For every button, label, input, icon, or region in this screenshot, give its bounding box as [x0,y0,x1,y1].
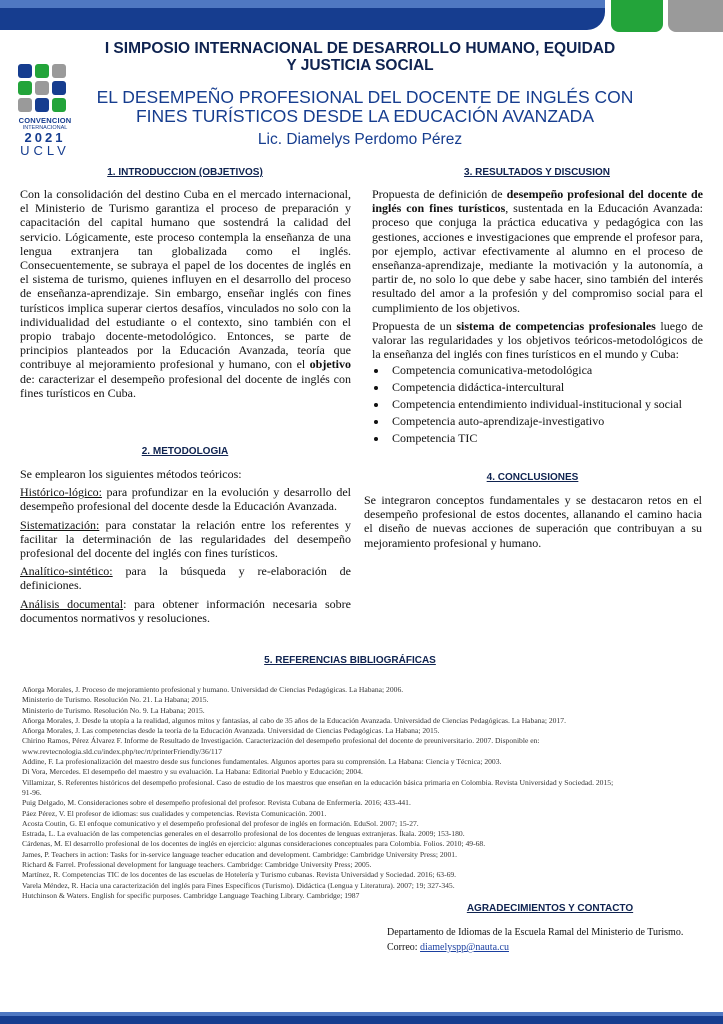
conclusions-body: Se integraron conceptos fundamentales y se destacaron retos en el desempeño profesional de estos docentes, allanando el camino hacia el diseño de nuevas acciones de superación que contribuyan a su mejoramiento profesional y humano. [364,493,702,550]
reference-item: 91-96. [22,787,42,797]
bottom-banner-bar [0,1016,723,1024]
intro-tail: de: caracterizar el desempeño profesional del docente de inglés con fines turísticos en Cuba. [20,371,351,400]
poster-title: EL DESEMPEÑO PROFESIONAL DEL DOCENTE DE INGLÉS CON FINES TURÍSTICOS DESDE LA EDUCACIÓN AVANZADA [96,87,634,126]
logo-square [35,98,49,112]
logo-square [18,81,32,95]
reference-item: Varela Méndez, R. Hacia una caracterización del inglés para Fines Específicos (Turismo). Didáctica (Lengua y Literatura). 2007; 19; 327-345. [22,880,455,890]
logo-line-2: INTERNACIONAL [22,125,68,131]
results-p1-bold: desempeño profesional del docente de inglés con fines turísticos [372,187,703,216]
reference-item: Chirino Ramos, Pérez Álvarez F. Informe de Resultado de Investigación. Caracterización del desempeño profesional del docente de preuniversitario. 2007. Disponible en: [22,736,540,746]
results-p1-b: , sustentada en la Educación Avanzada: proceso que conjuga la práctica educativa y pedagógica con las gestiones, acciones e investigaciones que emprende el profesor para, por ejemplo, activar efectivamente al alumno en el proceso de enseñanza-aprendizaje, mediante la motivación y la autonomía, a partir de, no solo lo que debe y sabe hacer, sino también del interés resultado del amor a la profesión y del compromiso social para el cumplimiento de los objetivos. [372,201,703,315]
reference-item: Martínez, R. Competencias TIC de los docentes de las escuelas de Hotelería y Turismo cubanas. Revista Universidad y Sociedad. 2016; 63-69. [22,870,457,880]
logo-square [52,64,66,78]
method-term: Analítico-sintético: [20,564,113,579]
top-grey-block [668,0,723,32]
results-heading: 3. RESULTADOS Y DISCUSION [464,167,610,178]
intro-heading: 1. INTRODUCCION (OBJETIVOS) [107,167,263,178]
list-item: • Competencia comunicativa-metodológica [388,362,703,379]
list-item: • Competencia auto-aprendizaje-investigativo [388,413,703,430]
logo-square [35,81,49,95]
reference-item: Richard & Farrel. Professional development for language teachers. Cambridge: Cambridge University Press; 2005. [22,860,372,870]
reference-item: www.revtecnologia.sld.cu/index.php/tec/rt/printerFriendly/36/117 [22,746,222,756]
reference-item: Hutchinson & Waters. English for specific purposes. Cambridge Language Teaching Library. Cambridge; 1987 [22,890,360,900]
reference-item: Ministerio de Turismo. Resolución No. 21. La Habana; 2015. [22,695,209,705]
reference-item: Di Vora, Mercedes. El desempeño del maestro y su evaluación. La Habana: Editorial Pueblo y Educación; 2004. [22,767,363,777]
method-item [20,564,351,592]
results-p2-a: Propuesta de un [372,318,457,333]
method-term: Análisis documental [20,596,124,611]
logo-org: UCLV [20,143,70,158]
contact-block [387,925,717,955]
contact-department: Departamento de Idiomas de la Escuela Ramal del Ministerio de Turismo. [387,927,684,938]
reference-item: Ministerio de Turismo. Resolución No. 9. La Habana; 2015. [22,705,205,715]
symposium-title: I SIMPOSIO INTERNACIONAL DE DESARROLLO HUMANO, EQUIDAD Y JUSTICIA SOCIAL [104,40,616,74]
reference-item: Addine, F. La profesionalización del maestro desde sus funciones fundamentales. Algunos aportes para su comprensión. La Habana: Ciencia y Técnica; 2003. [22,757,502,767]
method-term: Histórico-lógico: [20,485,102,500]
intro-body [20,187,351,400]
reference-item: Añorga Morales, J. Proceso de mejoramiento profesional y humano. Universidad de Ciencias Pedagógicas. La Habana; 2006. [22,685,404,694]
reference-item: Cárdenas, M. El desarrollo profesional de los docentes de inglés en ejercicio: algunas consideraciones conceptuales para Colombia. Folios. 2010; 49-68. [22,839,486,849]
author-name: Lic. Diamelys Perdomo Pérez [257,131,463,148]
reference-item: Villamizar, S. Referentes históricos del desempeño profesional. Caso de estudio de los maestros que enseñan en la educación básica primaria en Colombia. Revista Universidad y Sociedad. 2015; [22,777,614,787]
reference-item: Puig Delgado, M. Consideraciones sobre el desempeño profesional del profesor. Revista Cubana de Enfermería. 2016; 433-441. [22,798,411,808]
email-link[interactable]: diamelyspp@nauta.cu [420,942,509,953]
references-heading: 5. REFERENCIAS BIBLIOGRÁFICAS [264,655,436,666]
method-desc: : para obtener información necesaria sobre documentos normativos y resoluciones. [20,596,351,625]
results-body [372,187,703,447]
methodology-heading: 2. METODOLOGIA [141,446,229,457]
reference-item: Acosta Coutin, G. El enfoque comunicativo y el desempeño profesional del profesor de inglés en formación. EduSol. 2007; 15-27. [22,818,419,828]
top-green-block [611,0,663,32]
reference-item: Añorga Morales, J. Las competencias desde la teoría de la Educación Avanzada. Universidad de Ciencias Pedagógicas. La Habana; 2015. [22,726,440,736]
methodology-body [20,467,351,625]
references-list [22,685,712,901]
method-term: Sistematización: [20,517,100,532]
intro-text: Con la consolidación del destino Cuba en el mercado internacional, el Ministerio de Turismo garantiza el proceso de preparación y capacitación del capital humano que sostendrá la calidad del servicio. Lógicamente, este proceso contempla la enseñanza de una lengua extranjera tan globalizada como el inglés. Consecuentemente, se subraya el papel de los docentes de inglés en el sistema de turismo, quienes influyen en el desarrollo del proceso de enseñanza-aprendizaje. Sin embargo, enseñar inglés con fines turísticos implica superar ciertos desafíos, vinculados no solo con la individualidad del estudiante o el contexto, sino también con el propio trabajo docente-metodológico. Entonces, se parte de principios planteados por la Educación Avanzada, teoría que contribuye al mejoramiento profesional y humano, con el [20,187,351,372]
competencies-list [372,362,703,447]
contact-email-line [387,940,717,955]
logo-caption [14,116,76,158]
reference-item: Páez Pérez, V. El profesor de idiomas: sus cualidades y competencias. Revista Comunicación. 2001. [22,808,327,818]
method-desc: para la búsqueda y re-elaboración de definiciones. [20,564,351,593]
logo-square [35,64,49,78]
results-p1-a: Propuesta de definición de [372,187,507,201]
results-p2-b: luego de valorar las regularidades y los objetivos teóricos-metodológicos de la enseñanza del inglés con fines turísticos en el mundo y Cuba: [372,318,703,362]
method-desc: para constatar la relación entre los referentes y facilitar la determinación de las regularidades del desempeño profesional del docente del inglés con fines turísticos. [20,517,351,561]
results-system [372,319,703,362]
top-banner-accent [0,0,605,8]
list-item: • Competencia entendimiento individual-institucional y social [388,396,703,413]
email-label: Correo: [387,942,421,953]
method-item [20,485,351,513]
reference-item: James, P. Teachers in action: Tasks for in-service language teacher education and development. Cambridge: Cambridge University Press; 2001. [22,849,457,859]
results-p2-bold: sistema de competencias profesionales [456,318,656,333]
conclusions-heading: 4. CONCLUSIONES [486,472,579,483]
methodology-intro: Se emplearon los siguientes métodos teóricos: [20,467,242,481]
list-item: • Competencia didáctica-intercultural [388,379,703,396]
list-item: • Competencia TIC [388,430,703,447]
logo-square [18,98,32,112]
logo-year: 2021 [24,130,66,145]
reference-item: Estrada, L. La evaluación de las competencias generales en el desarrollo profesional de los docentes de lenguas extranjeras. Íkala. 2009; 153-180. [22,829,465,839]
logo-line-1: CONVENCION [18,116,72,125]
contact-heading: AGRADECIMIENTOS Y CONTACTO [466,903,634,914]
reference-item: Añorga Morales, J. Desde la utopía a la realidad, algunos mitos y fantasías, al cabo de 35 años de la Educación Avanzada. Universidad de Ciencias Pedagógicas. La Habana; 2017. [22,715,566,725]
intro-objective: objetivo [309,357,351,372]
logo-mark [18,64,68,112]
method-item [20,518,351,561]
logo-square [18,64,32,78]
results-definition [372,187,703,315]
method-desc: para profundizar en la evolución y desarrollo del desempeño profesional del docente desde la Educación Avanzada. [20,485,351,514]
conference-logo [18,64,68,114]
logo-square [52,98,66,112]
method-item [20,597,351,625]
logo-square [52,81,66,95]
